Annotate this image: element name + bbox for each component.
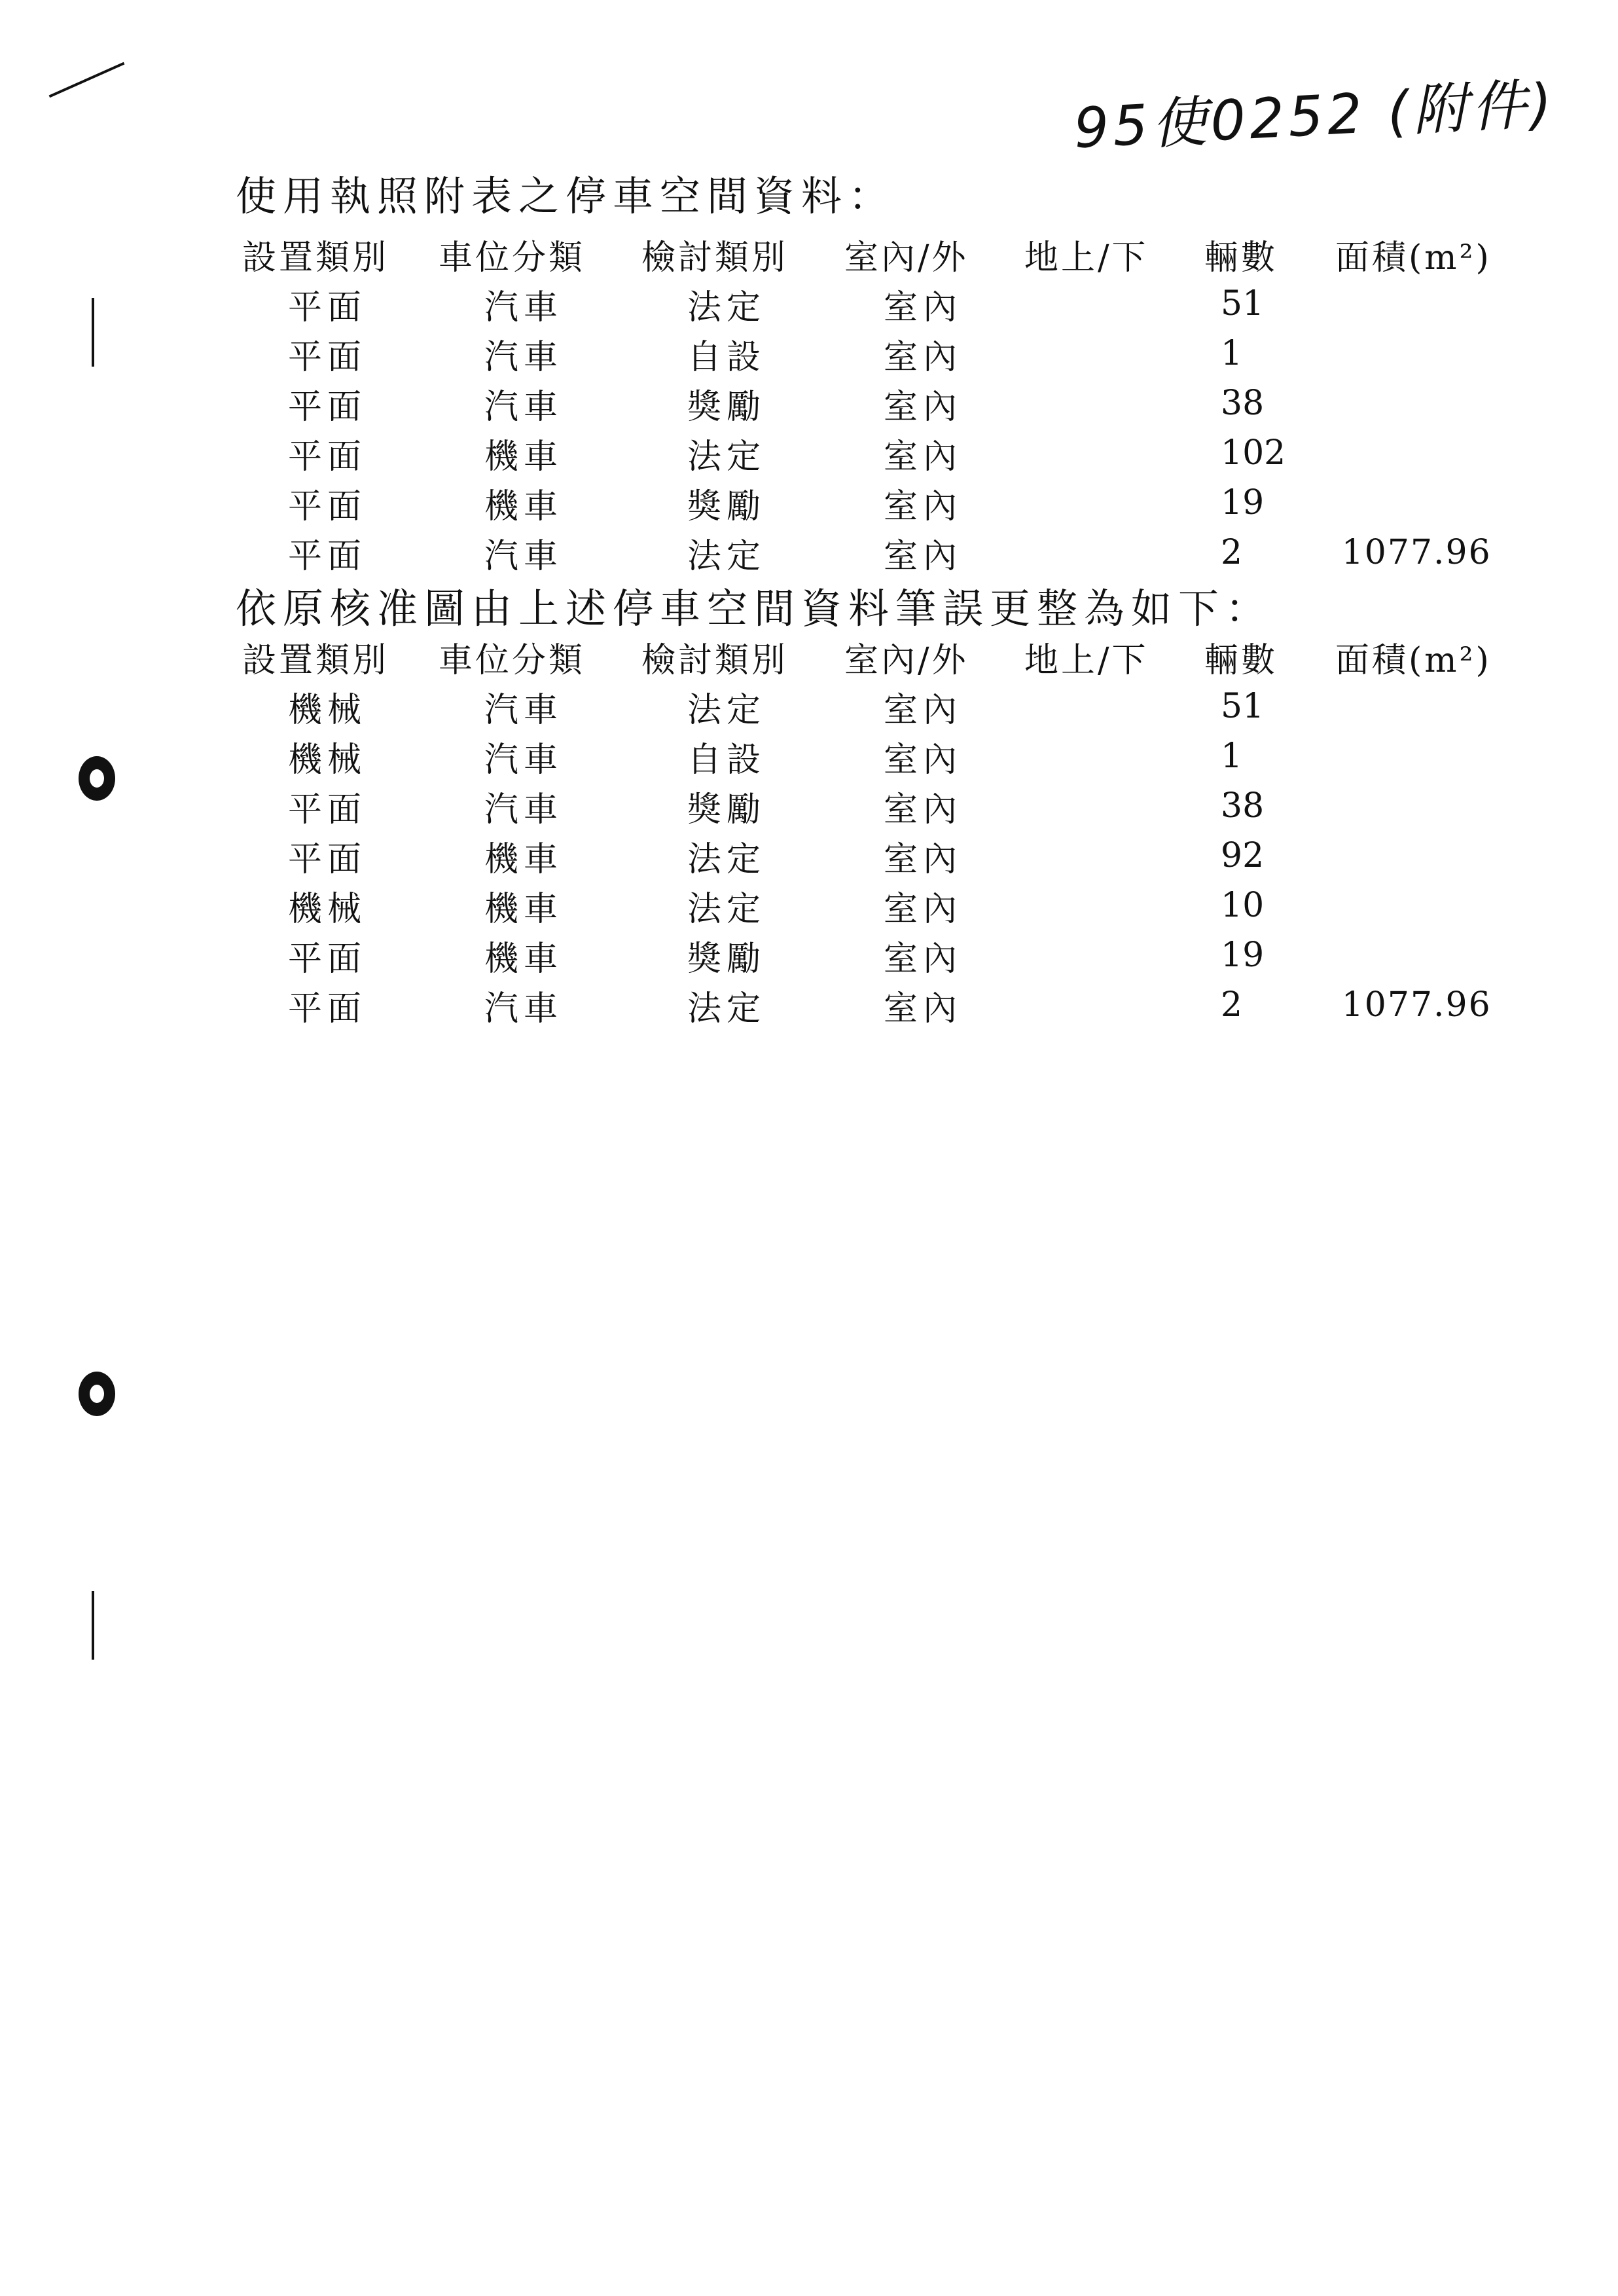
table-cell (1024, 980, 1204, 1030)
table-cell: 機車 (484, 839, 564, 879)
section2-table (242, 632, 1492, 1030)
table-row (242, 279, 1492, 329)
table-cell: 102 (1221, 433, 1286, 473)
table-cell: 平面 (288, 387, 367, 427)
table-row (242, 329, 1492, 378)
table-cell: 室內 (884, 536, 963, 576)
scan-corner-mark (49, 62, 125, 98)
margin-line-bottom (92, 1591, 94, 1660)
table-cell (1335, 731, 1492, 781)
section2-rows (242, 682, 1492, 1030)
table-cell (1335, 378, 1492, 428)
table-cell: 19 (1221, 936, 1265, 975)
binder-hole-lower (79, 1372, 115, 1416)
table-cell: 平面 (288, 486, 367, 526)
table-cell: 10 (1221, 886, 1265, 925)
table-cell: 獎勵 (687, 939, 766, 979)
table-cell (1024, 378, 1204, 428)
table-cell: 汽車 (484, 989, 564, 1029)
table-cell: 法定 (687, 690, 766, 730)
table-cell: 機車 (484, 486, 564, 526)
header-cell: 輛數 (1204, 640, 1278, 680)
table-cell (1335, 428, 1492, 478)
table-cell: 法定 (687, 889, 766, 929)
table-cell: 法定 (687, 536, 766, 576)
table-cell: 室內 (884, 387, 963, 427)
table-cell: 1 (1221, 737, 1243, 776)
table-cell: 汽車 (484, 790, 564, 829)
table-cell: 法定 (687, 287, 766, 327)
section1-rows (242, 279, 1492, 577)
table-cell (1335, 478, 1492, 528)
table-cell: 92 (1221, 836, 1265, 875)
header-cell: 地上/下 (1024, 238, 1149, 278)
table-cell (1024, 682, 1204, 731)
table-cell: 機車 (484, 437, 564, 477)
table-cell: 平面 (288, 287, 367, 327)
table-row (242, 528, 1492, 577)
table-cell (1024, 428, 1204, 478)
table-cell: 獎勵 (687, 486, 766, 526)
table-cell (1335, 329, 1492, 378)
table-row (242, 980, 1492, 1030)
table-cell: 法定 (687, 437, 766, 477)
header-cell: 輛數 (1204, 238, 1278, 278)
table-cell: 1 (1221, 334, 1243, 373)
header-cell: 車位分類 (439, 640, 586, 680)
margin-line-top (92, 298, 94, 367)
header-cell: 檢討類別 (641, 238, 789, 278)
table-cell (1024, 781, 1204, 831)
table-cell (1024, 478, 1204, 528)
table-cell: 機械 (288, 740, 367, 780)
header-cell: 室內/外 (844, 640, 969, 680)
table-cell: 汽車 (484, 690, 564, 730)
table-cell: 自設 (687, 740, 766, 780)
table-cell: 室內 (884, 437, 963, 477)
table-cell (1024, 528, 1204, 577)
header-cell: 面積(m²) (1335, 640, 1492, 680)
table-cell: 平面 (288, 337, 367, 377)
table-cell: 平面 (288, 790, 367, 829)
table-cell: 室內 (884, 690, 963, 730)
table-cell: 平面 (288, 989, 367, 1029)
binder-hole-upper (79, 756, 115, 801)
table-row (242, 731, 1492, 781)
table-cell: 汽車 (484, 536, 564, 576)
table-row (242, 881, 1492, 930)
table-cell: 平面 (288, 839, 367, 879)
table-cell (1024, 881, 1204, 930)
table-cell: 獎勵 (687, 387, 766, 427)
handwritten-annotation: 95使0252 (附件) (1072, 71, 1558, 161)
table-cell: 平面 (288, 939, 367, 979)
header-cell: 地上/下 (1024, 640, 1149, 680)
table-cell: 室內 (884, 839, 963, 879)
table-cell: 室內 (884, 790, 963, 829)
table-cell: 38 (1221, 786, 1265, 826)
table-cell (1024, 731, 1204, 781)
table-cell: 1077.96 (1341, 985, 1492, 1025)
table-header-row (242, 229, 1492, 279)
header-cell: 室內/外 (844, 238, 969, 278)
table-cell: 2 (1221, 985, 1243, 1025)
section1-title: 使用執照附表之停車空間資料： (236, 172, 896, 220)
table-cell: 室內 (884, 889, 963, 929)
table-cell: 法定 (687, 839, 766, 879)
table-row (242, 781, 1492, 831)
table-cell: 51 (1221, 687, 1265, 726)
table-row (242, 378, 1492, 428)
table-cell: 室內 (884, 337, 963, 377)
table-cell (1024, 930, 1204, 980)
table-cell (1335, 831, 1492, 881)
table-cell: 機械 (288, 690, 367, 730)
table-cell: 51 (1221, 284, 1265, 323)
table-cell: 獎勵 (687, 790, 766, 829)
table-cell: 機車 (484, 939, 564, 979)
table-row (242, 478, 1492, 528)
table-cell (1024, 831, 1204, 881)
table-cell (1335, 781, 1492, 831)
table-cell: 1077.96 (1341, 533, 1492, 572)
table-cell: 汽車 (484, 337, 564, 377)
table-cell: 平面 (288, 437, 367, 477)
table-row (242, 682, 1492, 731)
table-cell: 機械 (288, 889, 367, 929)
table-cell: 室內 (884, 939, 963, 979)
table-cell: 汽車 (484, 740, 564, 780)
table-cell (1335, 881, 1492, 930)
section1-table (242, 229, 1492, 577)
table-cell (1024, 329, 1204, 378)
table-cell (1335, 279, 1492, 329)
header-cell: 面積(m²) (1335, 238, 1492, 278)
table-cell: 室內 (884, 287, 963, 327)
table-cell: 平面 (288, 536, 367, 576)
table-cell (1335, 682, 1492, 731)
table-cell: 2 (1221, 533, 1243, 572)
table-cell (1335, 930, 1492, 980)
table-cell: 19 (1221, 483, 1265, 522)
table-cell (1024, 279, 1204, 329)
header-cell: 設置類別 (242, 238, 389, 278)
table-row (242, 831, 1492, 881)
table-cell: 汽車 (484, 287, 564, 327)
section2-title: 依原核准圖由上述停車空間資料筆誤更整為如下： (236, 585, 1273, 632)
table-row (242, 428, 1492, 478)
table-cell: 室內 (884, 740, 963, 780)
header-cell: 車位分類 (439, 238, 586, 278)
table-header-row (242, 632, 1492, 682)
header-cell: 設置類別 (242, 640, 389, 680)
header-cell: 檢討類別 (641, 640, 789, 680)
table-cell: 室內 (884, 486, 963, 526)
table-cell: 室內 (884, 989, 963, 1029)
table-cell: 汽車 (484, 387, 564, 427)
table-cell: 機車 (484, 889, 564, 929)
table-cell: 法定 (687, 989, 766, 1029)
table-cell: 38 (1221, 384, 1265, 423)
table-cell: 自設 (687, 337, 766, 377)
table-row (242, 930, 1492, 980)
